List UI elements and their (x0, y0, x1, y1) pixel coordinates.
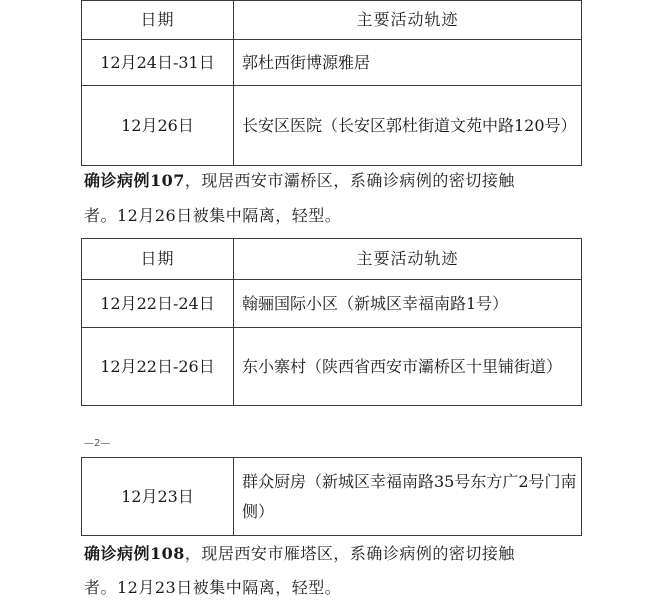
table-header-row (82, 239, 582, 280)
table-row (82, 458, 582, 536)
place-cell: 群众厨房（新城区幸福南路35号东方广2号门南侧） (234, 458, 582, 536)
date-header: 日期 (82, 1, 234, 40)
case-107-line-2: 者。12月26日被集中隔离，轻型。 (84, 206, 342, 225)
case-107-title: 确诊病例107 (84, 171, 185, 190)
case-108-line-1 (84, 541, 584, 564)
date-header: 日期 (82, 239, 234, 280)
case-108-line-2: 者。12月23日被集中隔离，轻型。 (84, 578, 342, 597)
table-row (82, 280, 582, 328)
place-cell: 翰骊国际小区（新城区幸福南路1号） (234, 280, 582, 328)
track-table-106 (81, 0, 582, 166)
place-cell: 长安区医院（长安区郭杜街道文苑中路120号） (234, 86, 582, 166)
track-header: 主要活动轨迹 (234, 239, 582, 280)
case-108-text: ，现居西安市雁塔区，系确诊病例的密切接触 (184, 544, 515, 563)
table-row (82, 40, 582, 86)
date-cell: 12月24日-31日 (82, 40, 234, 86)
date-cell: 12月26日 (82, 86, 234, 166)
case-107-text: ，现居西安市灞桥区，系确诊病例的密切接触 (184, 171, 515, 190)
table-row (82, 86, 582, 166)
track-header: 主要活动轨迹 (234, 1, 582, 40)
track-table-107-continued (81, 457, 582, 536)
date-cell: 12月23日 (82, 458, 234, 536)
page-number: —2— (84, 438, 111, 449)
place-cell: 东小寨村（陕西省西安市灞桥区十里铺街道） (234, 328, 582, 406)
date-cell: 12月22日-26日 (82, 328, 234, 406)
date-cell: 12月22日-24日 (82, 280, 234, 328)
table-row (82, 328, 582, 406)
case-107-line-1 (84, 168, 584, 191)
track-table-107 (81, 238, 582, 406)
place-cell: 郭杜西街博源雅居 (234, 40, 582, 86)
case-108-title: 确诊病例108 (84, 544, 185, 563)
table-header-row (82, 1, 582, 40)
